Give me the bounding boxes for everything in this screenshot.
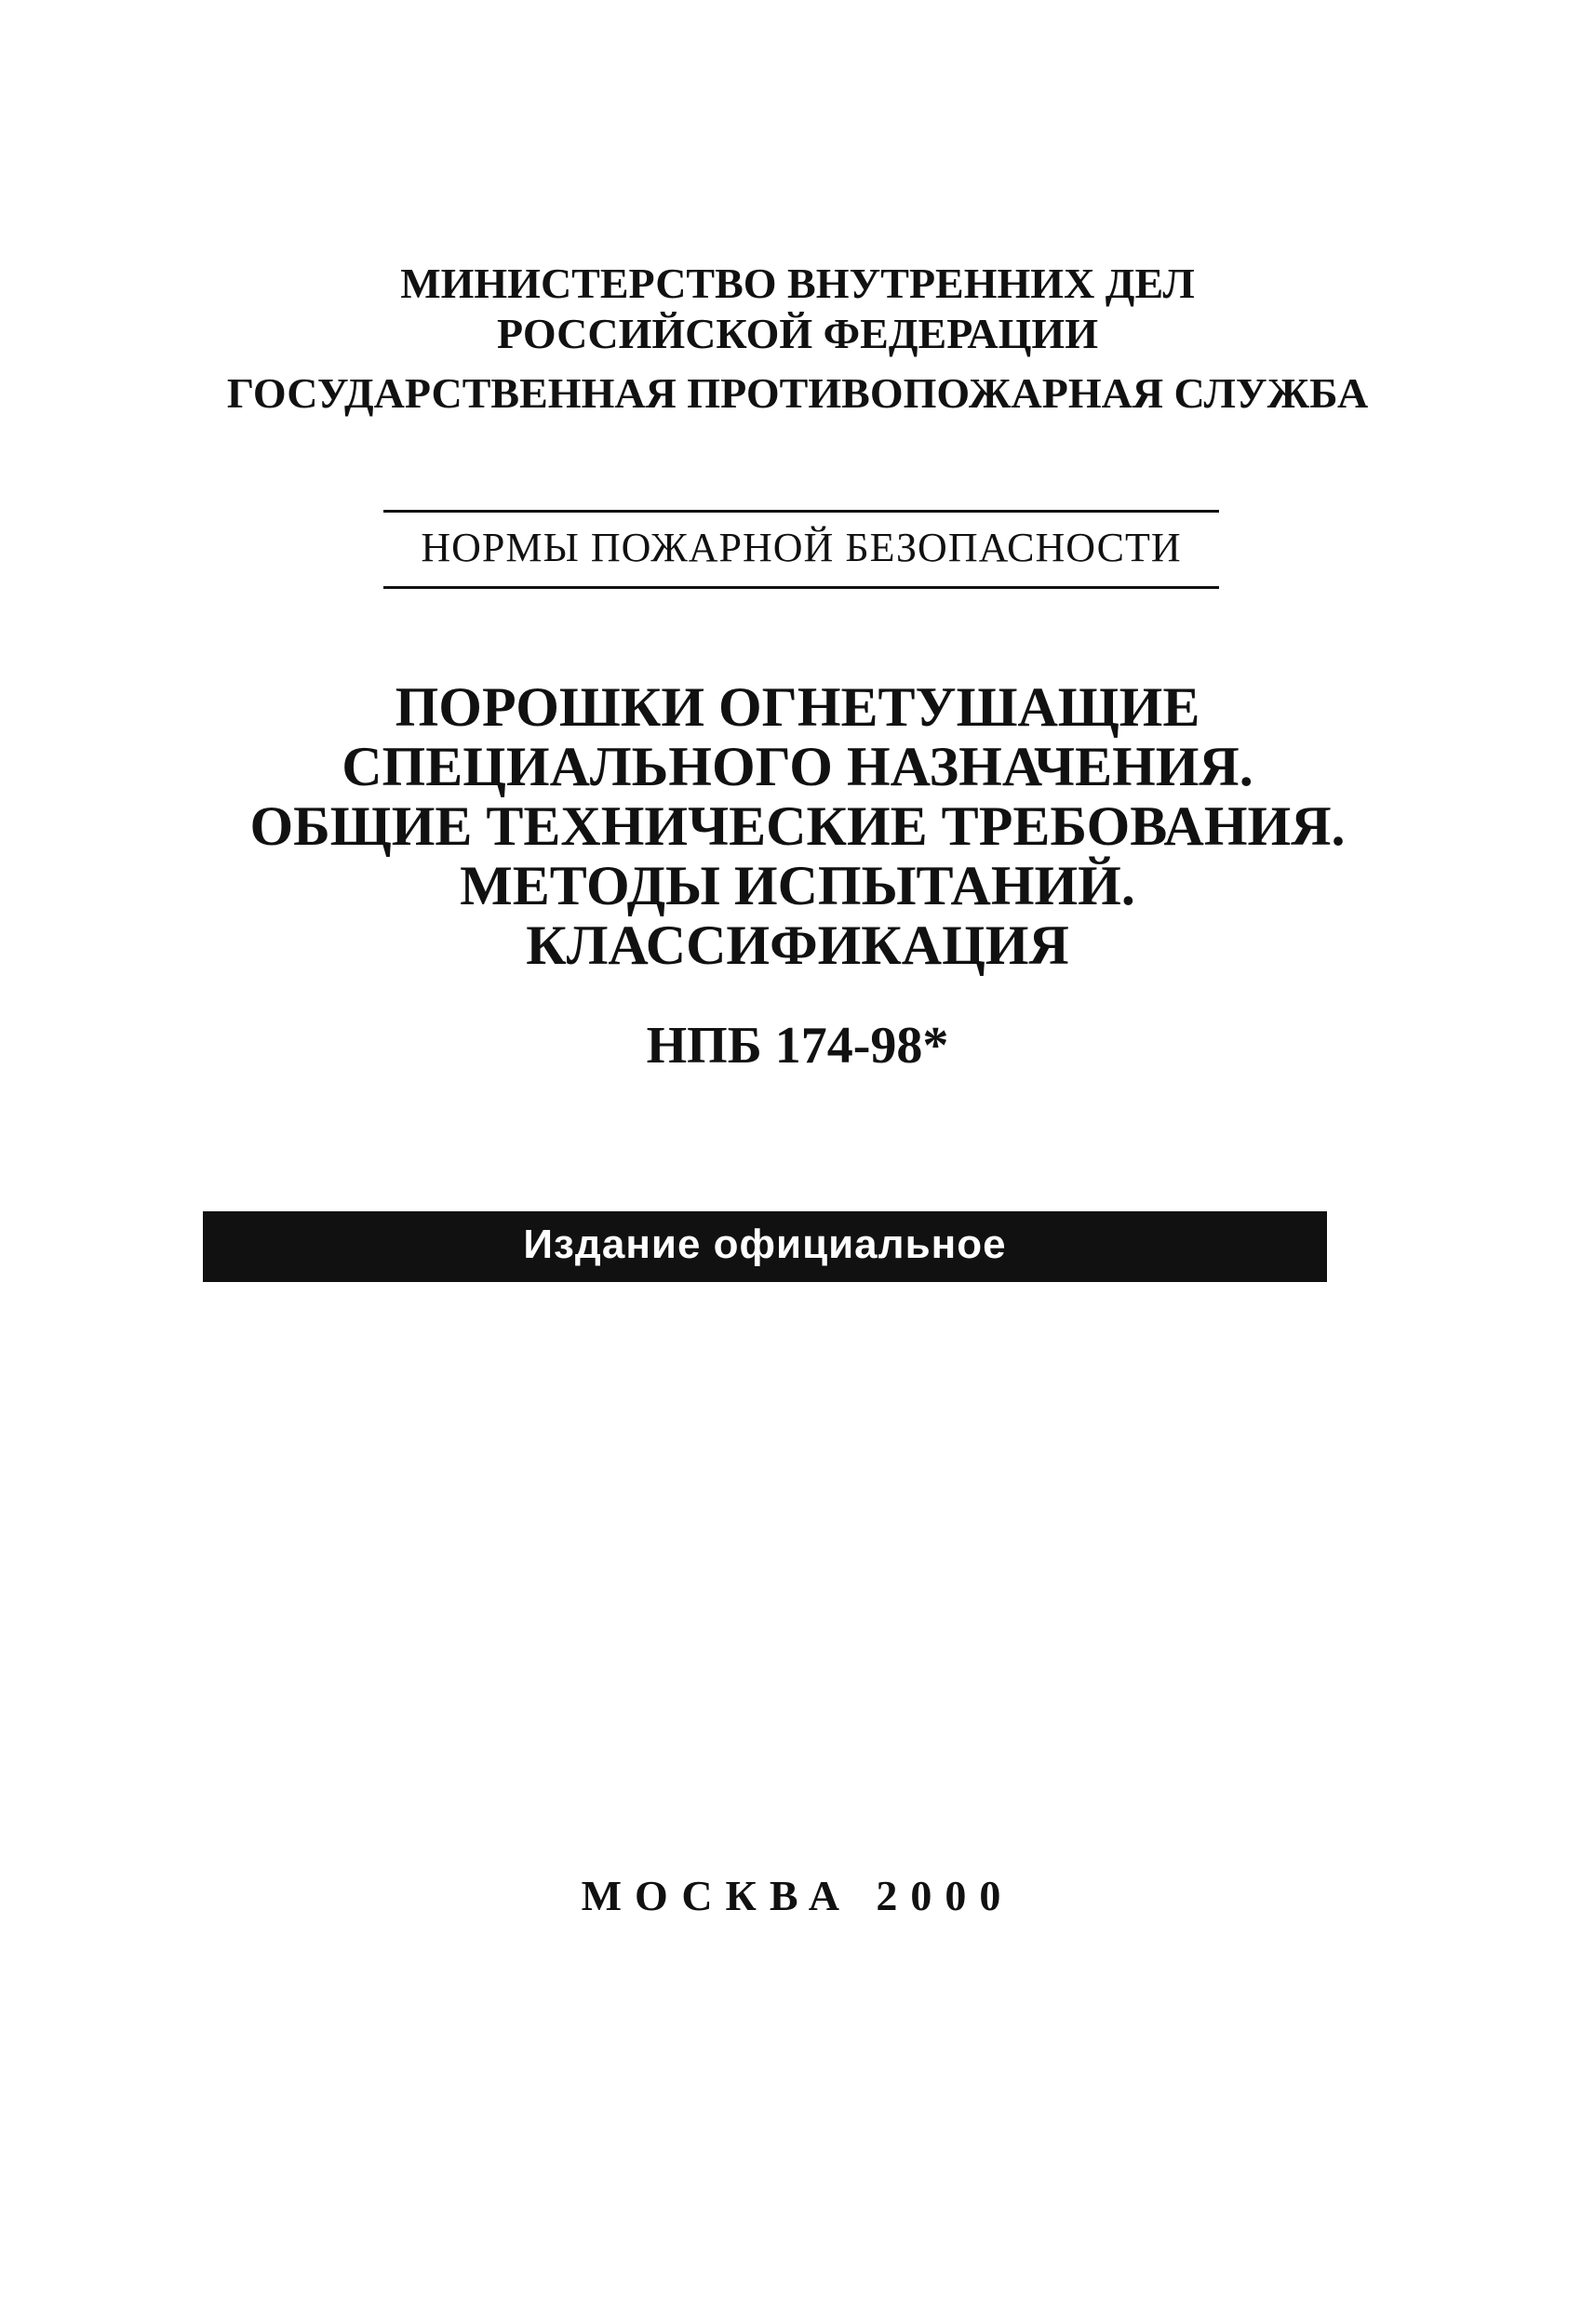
service-heading: ГОСУДАРСТВЕННАЯ ПРОТИВОПОЖАРНАЯ СЛУЖБА	[226, 369, 1369, 417]
document-code: НПБ 174-98*	[646, 1017, 949, 1075]
bottom-rule	[383, 586, 1219, 589]
title-line-3: ОБЩИЕ ТЕХНИЧЕСКИЕ ТРЕБОВАНИЯ.	[249, 795, 1346, 857]
title-line-4: МЕТОДЫ ИСПЫТАНИЙ.	[460, 855, 1135, 916]
title-line-5: КЛАССИФИКАЦИЯ	[526, 915, 1069, 976]
city-year: МОСКВА 2000	[581, 1872, 1014, 1919]
ministry-line-2: РОССИЙСКОЙ ФЕДЕРАЦИИ	[497, 310, 1098, 357]
title-line-1: ПОРОШКИ ОГНЕТУШАЩИЕ	[395, 676, 1200, 738]
ministry-heading	[0, 259, 1595, 359]
document-title	[0, 677, 1595, 975]
norms-label: НОРМЫ ПОЖАРНОЙ БЕЗОПАСНОСТИ	[421, 525, 1182, 570]
norms-label-block	[383, 510, 1219, 590]
edition-label: Издание официальное	[523, 1222, 1007, 1267]
title-line-2: СПЕЦИАЛЬНОГО НАЗНАЧЕНИЯ.	[342, 736, 1253, 797]
edition-banner	[203, 1211, 1327, 1282]
ministry-line-1: МИНИСТЕРСТВО ВНУТРЕННИХ ДЕЛ	[400, 260, 1195, 307]
top-rule	[383, 510, 1219, 513]
